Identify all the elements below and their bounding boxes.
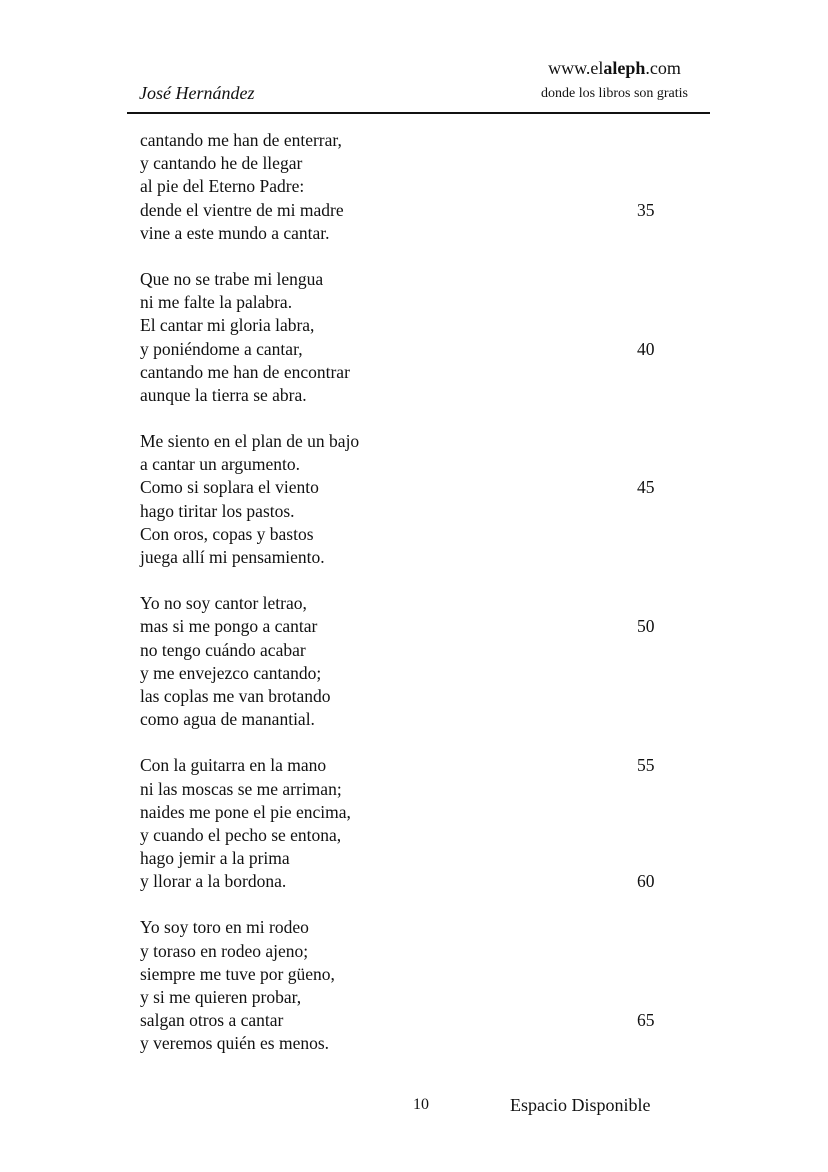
verse-text: hago jemir a la prima bbox=[140, 848, 290, 869]
verse-line bbox=[140, 222, 670, 245]
verse-text: Yo soy toro en mi rodeo bbox=[140, 917, 309, 938]
verse-line bbox=[140, 1032, 670, 1055]
line-number: 45 bbox=[637, 477, 655, 498]
verse-line bbox=[140, 546, 670, 569]
verse-text: cantando me han de enterrar, bbox=[140, 130, 342, 150]
verse-line bbox=[140, 847, 670, 870]
verse-line bbox=[140, 824, 670, 847]
line-number: 40 bbox=[637, 338, 655, 359]
verse-line bbox=[140, 199, 670, 222]
verse-text: ni me falte la palabra. bbox=[140, 292, 293, 313]
line-number: 50 bbox=[637, 616, 655, 637]
verse-line bbox=[140, 500, 670, 523]
verse-line bbox=[140, 175, 670, 198]
stanza bbox=[140, 754, 670, 893]
verse-text: ni las moscas se me arriman; bbox=[140, 778, 342, 799]
verse-text: Con oros, copas y bastos bbox=[140, 523, 314, 544]
verse-line bbox=[140, 801, 670, 824]
site-url[interactable] bbox=[541, 57, 688, 79]
verse-line bbox=[140, 361, 670, 384]
footer-note: Espacio Disponible bbox=[510, 1095, 651, 1115]
verse-line bbox=[140, 129, 670, 152]
verse-text: Con la guitarra en la mano bbox=[140, 755, 327, 776]
verse-text: al pie del Eterno Padre: bbox=[140, 176, 305, 197]
page-footer bbox=[0, 1093, 828, 1119]
verse-line bbox=[140, 1009, 670, 1032]
verse-text: Que no se trabe mi lengua bbox=[140, 268, 324, 289]
verse-line bbox=[140, 453, 670, 476]
verse-text: las coplas me van brotando bbox=[140, 685, 331, 706]
verse-line bbox=[140, 963, 670, 986]
page-header bbox=[127, 55, 710, 113]
verse-text: y veremos quién es menos. bbox=[140, 1033, 330, 1054]
line-number: 55 bbox=[637, 755, 655, 776]
verse-text: y cantando he de llegar bbox=[140, 153, 303, 174]
verse-text: aunque la tierra se abra. bbox=[140, 384, 307, 405]
verse-line bbox=[140, 615, 670, 638]
stanza bbox=[140, 916, 670, 1055]
verse-text: y toraso en rodeo ajeno; bbox=[140, 940, 309, 961]
verse-line bbox=[140, 662, 670, 685]
verse-text: hago tiritar los pastos. bbox=[140, 500, 295, 521]
verse-line bbox=[140, 592, 670, 615]
verse-text: y llorar a la bordona. bbox=[140, 871, 287, 892]
verse-line bbox=[140, 268, 670, 291]
stanza bbox=[140, 592, 670, 731]
verse-line bbox=[140, 291, 670, 314]
verse-text: Yo no soy cantor letrao, bbox=[140, 593, 307, 614]
verse-line bbox=[140, 940, 670, 963]
stanza bbox=[140, 129, 670, 245]
site-url-suffix: .com bbox=[645, 58, 681, 78]
verse-text: como agua de manantial. bbox=[140, 709, 315, 730]
verse-text: juega allí mi pensamiento. bbox=[140, 547, 325, 567]
verse-line bbox=[140, 152, 670, 175]
verse-text: Como si soplara el viento bbox=[140, 477, 319, 498]
verse-text: cantando me han de encontrar bbox=[140, 361, 350, 382]
poem-body bbox=[140, 129, 670, 1079]
site-tagline: donde los libros son gratis bbox=[541, 86, 688, 101]
verse-text: y si me quieren probar, bbox=[140, 987, 302, 1007]
stanza bbox=[140, 268, 670, 407]
line-number: 65 bbox=[637, 1010, 655, 1031]
page-number: 10 bbox=[413, 1096, 429, 1113]
verse-text: y poniéndome a cantar, bbox=[140, 338, 303, 359]
verse-text: y me envejezco cantando; bbox=[140, 662, 322, 683]
header-divider bbox=[127, 112, 710, 114]
verse-line bbox=[140, 685, 670, 708]
verse-line bbox=[140, 314, 670, 337]
line-number: 60 bbox=[637, 871, 655, 892]
verse-line bbox=[140, 708, 670, 731]
verse-line bbox=[140, 778, 670, 801]
verse-text: naides me pone el pie encima, bbox=[140, 801, 351, 822]
verse-text: y cuando el pecho se entona, bbox=[140, 824, 342, 845]
verse-text: no tengo cuándo acabar bbox=[140, 639, 306, 660]
verse-text: a cantar un argumento. bbox=[140, 454, 301, 475]
verse-line bbox=[140, 986, 670, 1009]
line-number: 35 bbox=[637, 199, 655, 220]
verse-line bbox=[140, 476, 670, 499]
verse-line bbox=[140, 916, 670, 939]
author-name: José Hernández bbox=[139, 83, 255, 103]
verse-line bbox=[140, 754, 670, 777]
verse-text: dende el vientre de mi madre bbox=[140, 199, 344, 220]
verse-line bbox=[140, 384, 670, 407]
verse-line bbox=[140, 870, 670, 893]
verse-text: El cantar mi gloria labra, bbox=[140, 315, 315, 336]
stanza bbox=[140, 430, 670, 569]
site-url-brand: aleph bbox=[603, 58, 646, 78]
verse-text: siempre me tuve por güeno, bbox=[140, 963, 335, 984]
site-block bbox=[541, 57, 688, 104]
verse-text: Me siento en el plan de un bajo bbox=[140, 431, 360, 452]
verse-text: mas si me pongo a cantar bbox=[140, 616, 318, 637]
site-url-prefix: www.el bbox=[548, 58, 604, 78]
verse-line bbox=[140, 523, 670, 546]
verse-line bbox=[140, 430, 670, 453]
verse-line bbox=[140, 338, 670, 361]
verse-line bbox=[140, 639, 670, 662]
verse-text: salgan otros a cantar bbox=[140, 1010, 284, 1031]
verse-text: vine a este mundo a cantar. bbox=[140, 222, 330, 243]
